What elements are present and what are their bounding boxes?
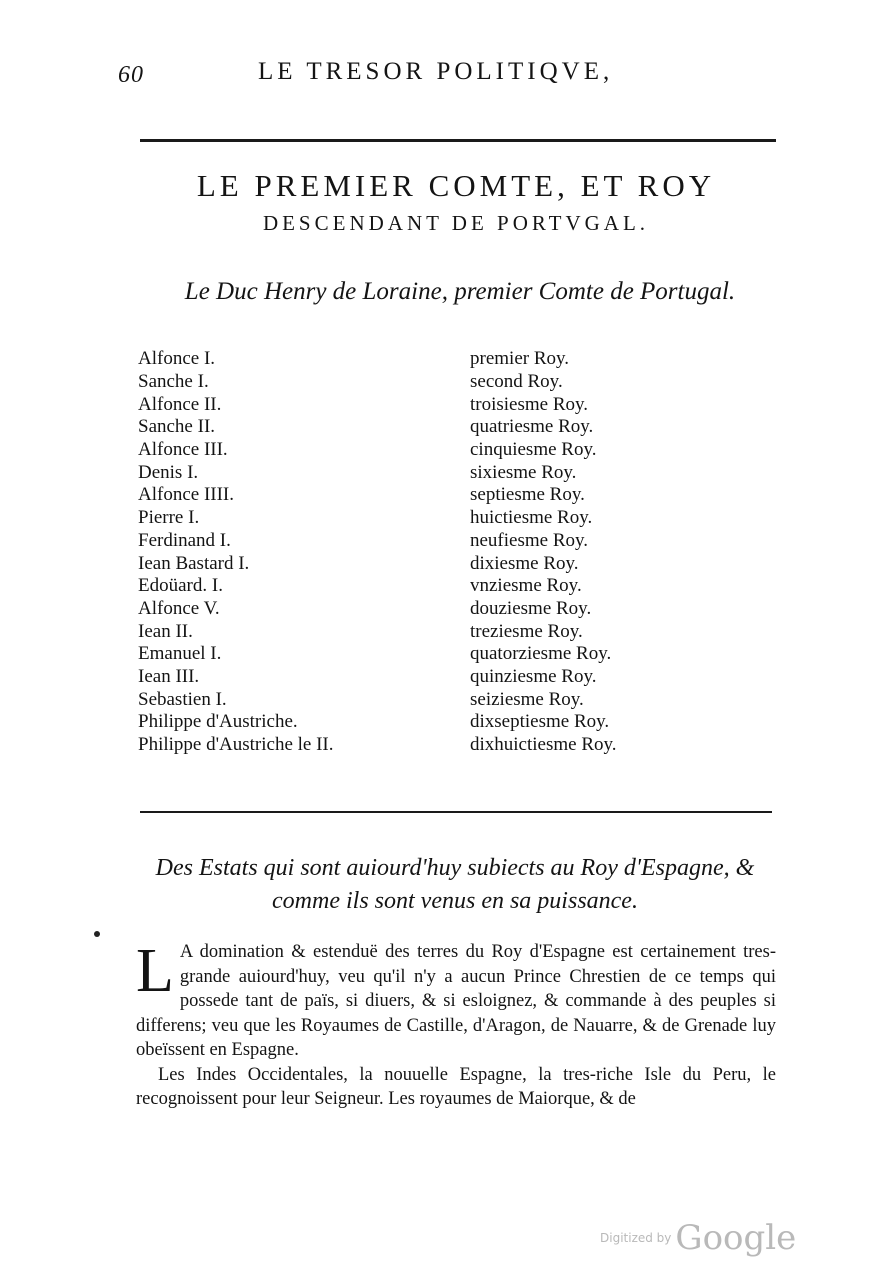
list-item bbox=[138, 348, 658, 371]
king-rank: neufiesme Roy. bbox=[470, 529, 589, 551]
king-rank: quatriesme Roy. bbox=[470, 416, 594, 438]
king-rank: septiesme Roy. bbox=[470, 484, 585, 506]
king-name: Denis I. bbox=[138, 461, 199, 483]
king-rank: premier Roy. bbox=[470, 348, 570, 370]
list-item bbox=[138, 416, 658, 439]
drop-cap: L bbox=[136, 937, 174, 1005]
king-name: Sanche I. bbox=[138, 371, 209, 393]
king-name: Sebastien I. bbox=[138, 688, 227, 710]
king-rank: huictiesme Roy. bbox=[470, 507, 593, 529]
king-rank: douziesme Roy. bbox=[470, 597, 592, 619]
king-name: Alfonce V. bbox=[138, 597, 220, 619]
king-rank: cinquiesme Roy. bbox=[470, 439, 597, 461]
king-name: Iean III. bbox=[138, 665, 200, 687]
running-title: LE TRESOR POLITIQVE, bbox=[258, 58, 614, 85]
chapter-title: LE PREMIER COMTE, ET ROY bbox=[196, 168, 716, 203]
page-number: 60 bbox=[118, 62, 144, 88]
paragraph-1-text: A domination & estenduë des terres du Roy d'Espagne est certainement tres-grande auiourd'huy, veu qu'il n'y a aucun Prince Chrestien de ce temps qui possede tant de païs, si diuers, & si esloignez, & commande à des peuples si differens; veu que les Royaumes de Castille, d'Aragon, de Nauarre, & de Grenade luy obeïssent en Espagne. bbox=[136, 942, 776, 1060]
king-name: Ferdinand I. bbox=[138, 529, 231, 551]
paragraph-1 bbox=[136, 937, 776, 1063]
king-rank: dixiesme Roy. bbox=[470, 552, 579, 574]
body-text bbox=[136, 937, 776, 1112]
section-title: Des Estats qui sont auiourd'huy subiects au Roy d'Espagne, & comme ils sont venus en sa puissance. bbox=[155, 855, 755, 914]
king-rank: seiziesme Roy. bbox=[470, 688, 584, 710]
king-rank: second Roy. bbox=[470, 371, 563, 393]
list-item bbox=[138, 734, 658, 757]
lineage-heading: Le Duc Henry de Loraine, premier Comte de Portugal. bbox=[184, 278, 736, 305]
paragraph-2: Les Indes Occidentales, la nouuelle Espagne, la tres-riche Isle du Peru, le recognoissent pour leur Seigneur. Les royaumes de Maiorque, & de bbox=[136, 1064, 776, 1109]
king-name: Philippe d'Austriche le II. bbox=[138, 734, 334, 756]
king-rank: dixseptiesme Roy. bbox=[470, 711, 610, 733]
king-name: Alfonce III. bbox=[138, 439, 228, 461]
king-name: Alfonce II. bbox=[138, 393, 222, 415]
king-rank: quinziesme Roy. bbox=[470, 665, 597, 687]
list-item bbox=[138, 688, 658, 711]
list-item bbox=[138, 643, 658, 666]
king-name: Pierre I. bbox=[138, 507, 200, 529]
kings-list bbox=[138, 348, 658, 756]
list-item bbox=[138, 620, 658, 643]
list-item bbox=[138, 666, 658, 689]
top-rule bbox=[140, 139, 776, 142]
list-item bbox=[138, 507, 658, 530]
list-item bbox=[138, 598, 658, 621]
list-item bbox=[138, 484, 658, 507]
list-item bbox=[138, 371, 658, 394]
king-rank: troisiesme Roy. bbox=[470, 393, 589, 415]
king-rank: vnziesme Roy. bbox=[470, 575, 582, 597]
list-item bbox=[138, 439, 658, 462]
chapter-subtitle: DESCENDANT DE PORTVGAL. bbox=[262, 211, 650, 235]
king-name: Sanche II. bbox=[138, 416, 216, 438]
king-name: Iean Bastard I. bbox=[138, 552, 250, 574]
king-name: Alfonce IIII. bbox=[138, 484, 235, 506]
king-name: Iean II. bbox=[138, 620, 193, 642]
king-rank: dixhuictiesme Roy. bbox=[470, 734, 617, 756]
king-rank: treziesme Roy. bbox=[470, 620, 583, 642]
section-rule bbox=[140, 811, 772, 813]
king-name: Philippe d'Austriche. bbox=[138, 711, 298, 733]
list-item bbox=[138, 552, 658, 575]
google-logo: Google bbox=[675, 1218, 797, 1258]
king-name: Alfonce I. bbox=[138, 348, 216, 370]
watermark-prefix: Digitized by bbox=[600, 1231, 672, 1245]
king-name: Emanuel I. bbox=[138, 643, 222, 665]
list-item bbox=[138, 393, 658, 416]
king-rank: quatorziesme Roy. bbox=[470, 643, 612, 665]
list-item bbox=[138, 530, 658, 553]
list-item bbox=[138, 461, 658, 484]
list-item bbox=[138, 575, 658, 598]
king-name: Edoüard. I. bbox=[138, 575, 223, 597]
list-item bbox=[138, 711, 658, 734]
digitized-watermark bbox=[600, 1218, 796, 1258]
king-rank: sixiesme Roy. bbox=[470, 461, 577, 483]
margin-dot bbox=[94, 931, 100, 937]
